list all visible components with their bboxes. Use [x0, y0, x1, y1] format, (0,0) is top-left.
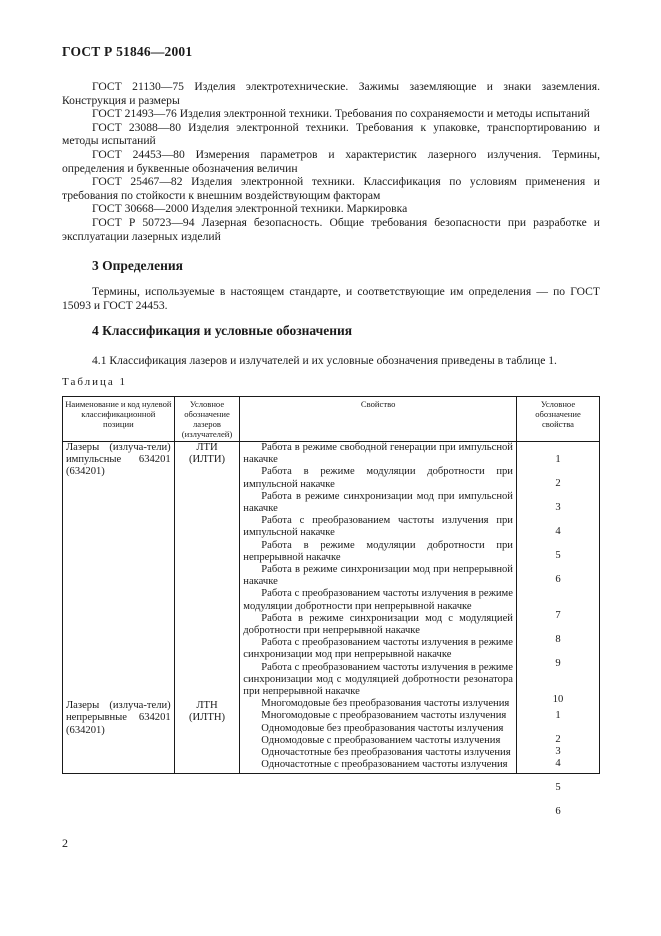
group-code: ЛТИ (ИЛТИ) [174, 442, 240, 699]
property-item: Работа в режиме синхронизации мод при импульсной накачке [243, 490, 513, 515]
reference-item: ГОСТ 21493—76 Изделия электронной техники. Требования по сохраняемости и методы испытаний [92, 107, 590, 121]
property-item: Многомодовые без преобразования частоты излучения [261, 698, 510, 710]
property-number: 5 [555, 782, 561, 794]
page-number: 2 [62, 836, 68, 850]
table-group-row [63, 698, 600, 774]
property-number: 9 [555, 658, 561, 669]
property-item: Одномодовые без преобразования частоты излучения [261, 722, 504, 734]
reference-item: ГОСТ 24453—80 Измерения параметров и характеристик лазерного излучения. Термины, определения и буквенные обозначения величин [62, 147, 600, 175]
property-number: 2 [555, 478, 561, 489]
property-number: 6 [555, 806, 561, 818]
property-number: 8 [555, 634, 561, 645]
group-properties [240, 442, 517, 699]
property-number: 1 [555, 710, 561, 722]
property-item: Одномодовые с преобразованием частоты излучения [261, 734, 501, 746]
property-item: Работа с преобразованием частоты излучения в режиме модуляции добротности при непрерывной накачке [243, 588, 513, 612]
property-number: 10 [552, 694, 564, 705]
property-item: Работа в режиме свободной генерации при импульсной накачке [243, 442, 513, 466]
property-number: 5 [555, 550, 561, 561]
group-name: Лазеры (излуча-тели) непрерывные 634201 (634201) [63, 698, 175, 774]
property-number: 7 [555, 610, 561, 621]
property-item: Работа с преобразованием частоты излучения в режиме синхронизации мод с модуляцией добротности резонатора при непрерывной накачке [243, 661, 513, 698]
group-numbers [516, 442, 599, 705]
document-header: ГОСТ Р 51846—2001 [62, 44, 193, 59]
reference-item: ГОСТ 30668—2000 Изделия электронной техники. Маркировка [92, 202, 408, 216]
section-3-text: Термины, используемые в настоящем стандарте, и соответствующие им определения — по ГОСТ 15093 и ГОСТ 24453. [62, 285, 600, 312]
property-number: 1 [555, 454, 561, 465]
section-4-text: 4.1 Классификация лазеров и излучателей и их условные обозначения приведены в таблице 1. [92, 354, 557, 367]
section-3-title: 3 Определения [92, 258, 183, 273]
property-number: 6 [555, 574, 561, 585]
header-code: Условное обозначение лазеров (излучателей) [174, 397, 240, 442]
property-item: Работа в режиме синхронизации мод при непрерывной накачке [243, 564, 513, 588]
property-item: Работа с преобразованием частоты излучения в режиме синхронизации мод при непрерывной накачке [243, 637, 513, 661]
property-item: Многомодовые с преобразованием частоты излучения [261, 710, 507, 722]
header-number: Условное обозначение свойства [516, 397, 599, 442]
property-item: Работа с преобразованием частоты излучения при импульсной накачке [243, 515, 513, 539]
table-caption: Таблица 1 [62, 376, 128, 388]
header-name: Наименование и код нулевой классификационной позиции [63, 397, 175, 442]
property-number: 4 [555, 526, 561, 537]
property-item: Одночастотные с преобразованием частоты излучения [261, 759, 508, 771]
property-number: 3 [555, 502, 561, 513]
property-number: 3 [555, 746, 561, 758]
section-4-title: 4 Классификация и условные обозначения [92, 323, 353, 338]
references-list [62, 80, 600, 243]
property-item: Одночастотные без преобразования частоты излучения [261, 747, 511, 759]
property-item: Работа в режиме модуляции добротности при непрерывной накачке [243, 539, 513, 563]
reference-item: ГОСТ 25467—82 Изделия электронной техники. Классификация по условиям применения и требования по стойкости к внешним воздействующим факторам [62, 175, 600, 202]
group-properties [240, 698, 517, 774]
reference-item: ГОСТ Р 50723—94 Лазерная безопасность. Общие требования безопасности при разработке и эксплуатации лазерных изделий [62, 215, 600, 243]
property-number: 4 [555, 758, 561, 770]
header-property: Свойство [240, 397, 517, 442]
group-numbers [516, 698, 599, 818]
reference-item: ГОСТ 21130—75 Изделия электротехнические. Зажимы заземляющие и знаки заземления. Конструкция и размеры [62, 80, 600, 107]
group-code: ЛТН (ИЛТН) [174, 698, 240, 774]
reference-item: ГОСТ 23088—80 Изделия электронной техники. Требования к упаковке, транспортированию и методы испытаний [62, 120, 600, 148]
table-group-row [63, 442, 600, 699]
property-item: Работа в режиме синхронизации мод с модуляцией добротности при непрерывной накачке [243, 612, 513, 637]
group-name: Лазеры (излуча-тели) импульсные 634201 (634201) [63, 442, 175, 699]
classification-table [62, 396, 600, 818]
property-number: 2 [555, 734, 561, 746]
property-item: Работа в режиме модуляции добротности при импульсной накачке [243, 466, 513, 490]
